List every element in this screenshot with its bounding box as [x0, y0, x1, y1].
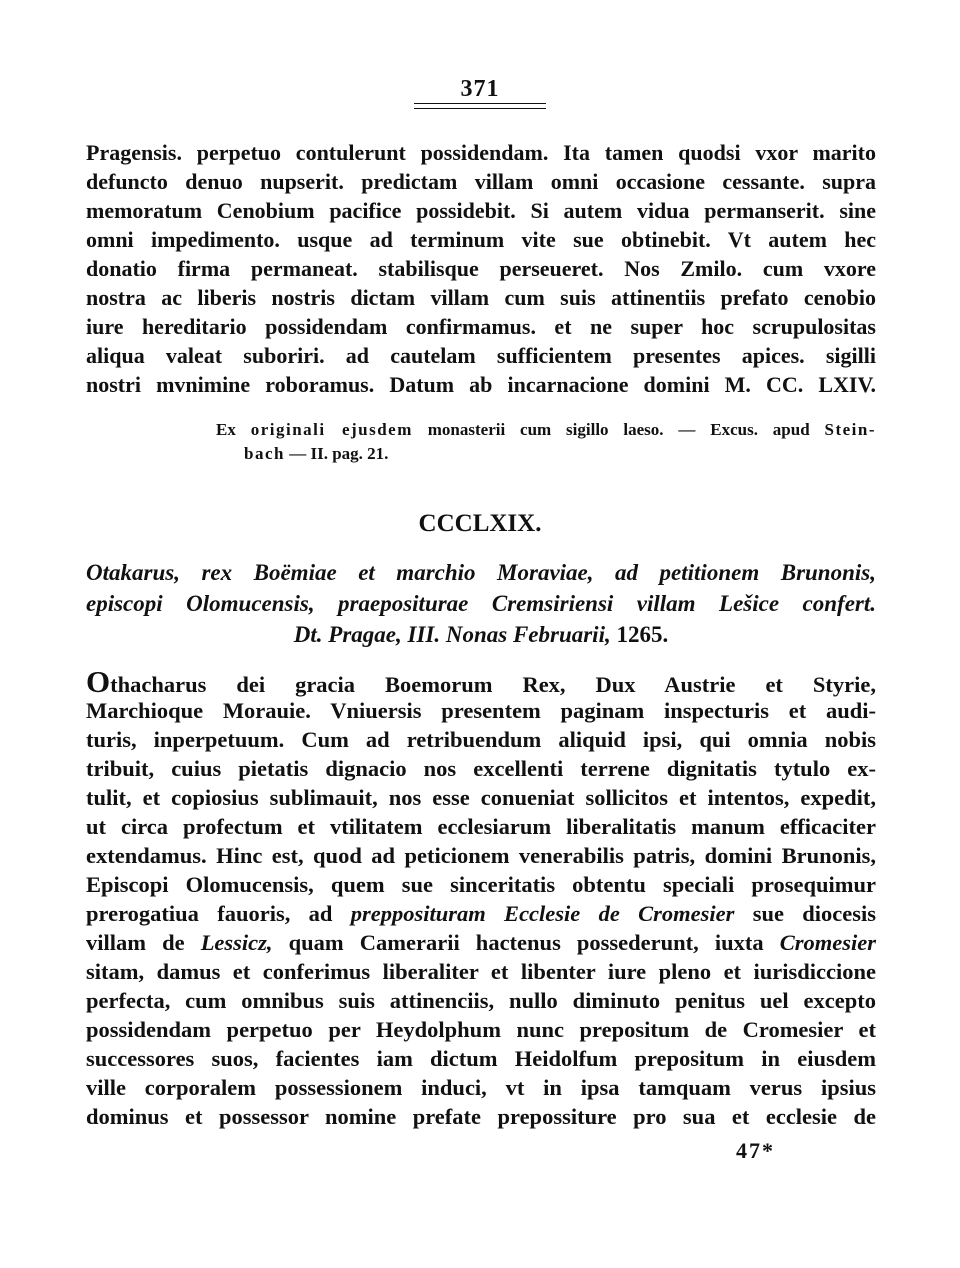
- note-text: monasterii cum sigillo laeso. — Excus. apud: [427, 420, 810, 439]
- paragraph2-line: tulit, et copiosius sublimauit, nos esse conueniat sollicitos et intentos, expedit,: [86, 785, 876, 810]
- paragraph2-italic: Lessicz,: [200, 930, 273, 955]
- paragraph2-italic: prepposituram Ecclesie de Cromesier: [350, 901, 735, 926]
- drop-cap: O: [86, 664, 111, 699]
- source-note-line: [244, 444, 544, 464]
- paragraph2-line: [86, 930, 876, 956]
- paragraph1-line: donatio firma permaneat. stabilisque perseueret. Nos Zmilo. cum vxore: [86, 256, 876, 281]
- page-number: 371: [460, 76, 500, 102]
- note-spaced: bach: [244, 444, 285, 463]
- paragraph2-line: successores suos, facientes iam dictum Heidolfum prepositum in eiusdem: [86, 1046, 876, 1071]
- summary-year: 1265.: [616, 622, 669, 647]
- paragraph1-line: aliqua valeat suboriri. ad cautelam sufficientem presentes apices. sigilli: [86, 343, 876, 368]
- paragraph2-line: turis, inperpetuum. Cum ad retribuendum aliquid ipsi, qui omnia nobis: [86, 727, 876, 752]
- summary-line: episcopi Olomucensis, praepositurae Cremsiriensi villam Lešice confert.: [86, 591, 876, 616]
- document-number-heading: CCCLXIX.: [418, 510, 542, 537]
- signature-mark: 47*: [736, 1138, 775, 1163]
- paragraph2-line: perfecta, cum omnibus suis attinenciis, nullo diminuto penitus uel excepto: [86, 988, 876, 1013]
- paragraph1-line: omni impedimento. usque ad terminum vite sue obtinebit. Vt autem hec: [86, 227, 876, 252]
- paragraph2-text: prerogatiua fauoris, ad: [86, 901, 333, 926]
- paragraph2-line: Episcopi Olomucensis, quem sue sinceritatis obtentu speciali prosequimur: [86, 872, 876, 897]
- paragraph2-line: possidendam perpetuo per Heydolphum nunc prepositum de Cromesier et: [86, 1017, 876, 1042]
- paragraph2-text: sue diocesis: [752, 901, 876, 926]
- header-rule: [414, 103, 546, 109]
- paragraph2-line: dominus et possessor nomine prefate prepossiture pro sua et ecclesie de: [86, 1104, 876, 1129]
- paragraph1-line: defuncto denuo nupserit. predictam villam omni occasione cessante. supra: [86, 169, 876, 194]
- note-spaced: Stein-: [824, 420, 877, 439]
- summary-line: Otakarus, rex Boëmiae et marchio Moraviae, ad petitionem Brunonis,: [86, 560, 876, 585]
- paragraph2-line: sitam, damus et conferimus liberaliter et libenter iure pleno et iurisdiccione: [86, 959, 876, 984]
- paragraph1-line: memoratum Cenobium pacifice possidebit. Si autem vidua permanserit. sine: [86, 198, 876, 223]
- paragraph2-line: [86, 664, 876, 700]
- paragraph2-line: extendamus. Hinc est, quod ad peticionem venerabilis patris, domini Brunonis,: [86, 843, 876, 868]
- paragraph2-text: villam de: [86, 930, 185, 955]
- paragraph2-text: quam Camerarii hactenus possederunt, iuxta: [288, 930, 764, 955]
- paragraph2-line: tribuit, cuius pietatis dignacio nos excellenti terrene dignitatis tytulo ex-: [86, 756, 876, 781]
- paragraph2-italic: Cromesier: [779, 930, 877, 955]
- paragraph1-line: Pragensis. perpetuo contulerunt possidendam. Ita tamen quodsi vxor marito: [86, 140, 876, 165]
- paragraph2-line: ut circa profectum et vtilitatem ecclesiarum liberalitatis manum efficaciter: [86, 814, 876, 839]
- summary-date: Dt. Pragae, III. Nonas Februarii,: [293, 622, 611, 647]
- paragraph1-line: iure hereditario possidendam confirmamus. et ne super hoc scrupulositas: [86, 314, 876, 339]
- summary-date-line: [86, 622, 876, 648]
- note-spaced: originali ejusdem: [250, 420, 413, 439]
- paragraph1-line: nostra ac liberis nostris dictam villam cum suis attinentiis prefato cenobio: [86, 285, 876, 310]
- source-note-line: [216, 420, 876, 440]
- note-ex: Ex: [216, 420, 236, 439]
- paragraph2-line: ville corporalem possessionem induci, vt in ipsa tamquam verus ipsius: [86, 1075, 876, 1100]
- paragraph1-line: nostri mvnimine roboramus. Datum ab incarnacione domini M. CC. LXIV.: [86, 372, 876, 397]
- paragraph2-text: thacharus dei gracia Boemorum Rex, Dux Austrie et Styrie,: [110, 672, 876, 697]
- paragraph2-line: Marchioque Morauie. Vniuersis presentem paginam inspecturis et audi-: [86, 698, 876, 723]
- note-text: — II. pag. 21.: [289, 444, 389, 463]
- paragraph2-line: [86, 901, 876, 927]
